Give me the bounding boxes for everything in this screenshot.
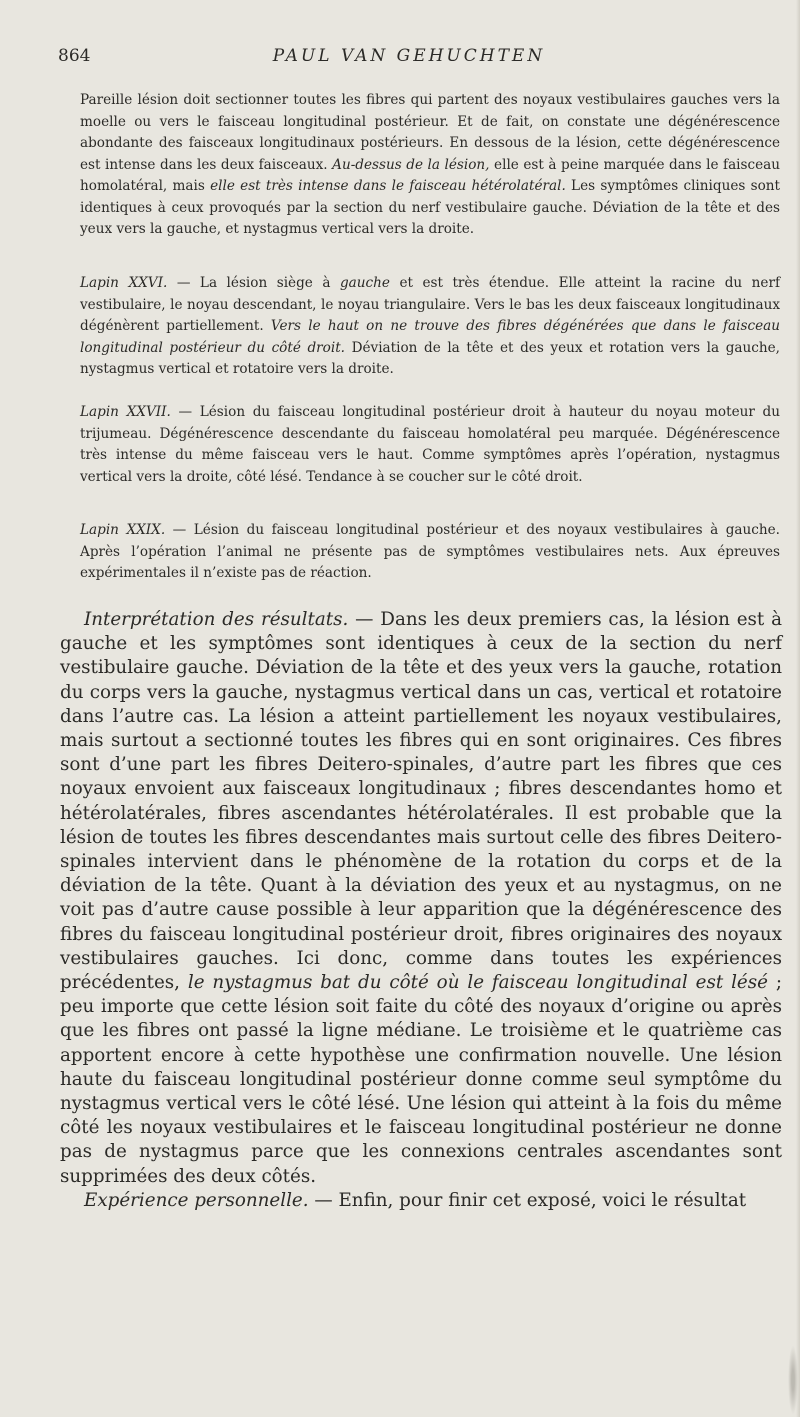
intro-text-1: Pareille lésion doit sectionner toutes les fibres qui partent des noyaux vestibulaires gauches vers la moelle ou vers le faisceau longitudinal postérieur. Et de fait, on constate une dégénérescence abondante des faisceaux longitudinaux postérieurs. En dessous de la lésion, cette dégénérescence est intense dans les deux faisceaux. (80, 92, 780, 173)
interpretation-text-1: — Dans les deux premiers cas, la lésion est à gauche et les symptômes sont identiques à ceux de la section du nerf vestibulaire gauche. Déviation de la tête et des yeux vers la gauche, rotation du corps vers la gauche, nystagmus vertical dans un cas, vertical et rotatoire dans l’autre cas. La lésion a atteint partiellement les noyaux vestibulaires, mais surtout a sectionné toutes les fibres qui en sont originaires. Ces fibres sont d’une part les fibres Deitero-spinales, d’autre part les fibres que ces noyaux envoient aux faisceaux longitudinaux ; fibres descendantes homo et hétérolatérales, fibres ascendantes hétérolatérales. Il est probable que la lésion de toutes les fibres descendantes mais surtout celle des fibres Deitero-spinales intervient dans le phénomène de la rotation du corps et de la déviation de la tête. Quant à la déviation des yeux et au nystagmus, on ne voit pas d’autre cause possible à leur apparition que la dégénérescence des fibres du faisceau longitudinal postérieur droit, fibres originaires des noyaux vestibulaires gauches. Ici donc, comme dans toutes les expériences précédentes, (60, 609, 783, 994)
page-edge-shadow (796, 0, 800, 1417)
body-text-large (60, 608, 782, 1213)
experience-heading: Expérience personnelle. (84, 1189, 309, 1211)
running-head: PAUL VAN GEHUCHTEN (272, 46, 546, 66)
lapin-26-text-1: — La lésion siège à (167, 275, 340, 291)
paragraph-experience (60, 1189, 782, 1213)
experience-text: — Enfin, pour finir cet exposé, voici le résultat (308, 1189, 747, 1211)
lapin-26-italic-2: Vers le haut on ne trouve des fibres dégénérées que dans le faisceau longitudinal postérieur du côté droit. (80, 318, 780, 356)
lapin-26-label: Lapin XXVI. (80, 275, 168, 291)
page-header (58, 46, 760, 68)
intro-italic-1: Au-dessus de la lésion, (332, 156, 490, 173)
interpretation-italic-1: le nystagmus bat du côté où le faisceau longitudinal est lésé (187, 972, 768, 994)
lapin-29-text: — Lésion du faisceau longitudinal postérieur et des noyaux vestibulaires à gauche. Après l’opération l’animal ne présente pas de symptômes vestibulaires nets. Aux épreuves expérimentales il n’existe pas de réaction. (80, 522, 780, 581)
lapin-26-italic-1: gauche (339, 275, 390, 291)
paragraph-interpretation (60, 608, 782, 1189)
paragraph-lapin-29 (80, 520, 780, 585)
intro-italic-2: elle est très intense dans le faisceau hétérolatéral. (210, 178, 566, 194)
lapin-29-label: Lapin XXIX. (80, 522, 166, 538)
paragraph-intro (80, 90, 780, 241)
page-stain (788, 1345, 798, 1415)
paragraph-lapin-27 (80, 402, 780, 488)
lapin-26-text-2: et est très étendue. Elle atteint la racine du nerf vestibulaire, le noyau descendant, le noyau triangulaire. Vers le bas les deux faisceaux longitudinaux dégénèrent partiellement. (80, 275, 781, 334)
interpretation-text-2: ; peu importe que cette lésion soit faite du côté des noyaux d’origine ou après que les fibres ont passé la ligne médiane. Le troisième et le quatrième cas apportent encore à cette hypothèse une confirmation nouvelle. Une lésion haute du faisceau longitudinal postérieur donne comme seul symptôme du nystagmus vertical vers le côté lésé. Une lésion qui atteint à la fois du même côté les noyaux vestibulaires et le faisceau longitudinal postérieur ne donne pas de nystagmus parce que les connexions centrales ascendantes sont supprimées des deux côtés. (60, 972, 782, 1187)
lapin-27-label: Lapin XXVII. (80, 404, 171, 420)
intro-text-3: Les symptômes cliniques sont identiques à ceux provoqués par la section du nerf vestibulaire gauche. Déviation de la tête et des yeux vers la gauche, et nystagmus vertical vers la droite. (80, 178, 780, 237)
paragraph-lapin-26 (80, 273, 780, 381)
lapin-26-text-3: Déviation de la tête et des yeux et rotation vers la gauche, nystagmus vertical et rotatoire vers la droite. (80, 339, 780, 377)
lapin-27-text: — Lésion du faisceau longitudinal postérieur droit à hauteur du noyau moteur du trijumeau. Dégénérescence descendante du faisceau homolatéral peu marquée. Dégénérescence très intense du même faisceau vers le haut. Comme symptômes après l’opération, nystagmus vertical vers la droite, côté lésé. Tendance à se coucher sur le côté droit. (80, 404, 780, 485)
page-number: 864 (58, 46, 91, 66)
interpretation-heading: Interprétation des résultats. (84, 609, 349, 630)
intro-text-2: elle est à peine marquée dans le faisceau homolatéral, mais (80, 156, 781, 194)
